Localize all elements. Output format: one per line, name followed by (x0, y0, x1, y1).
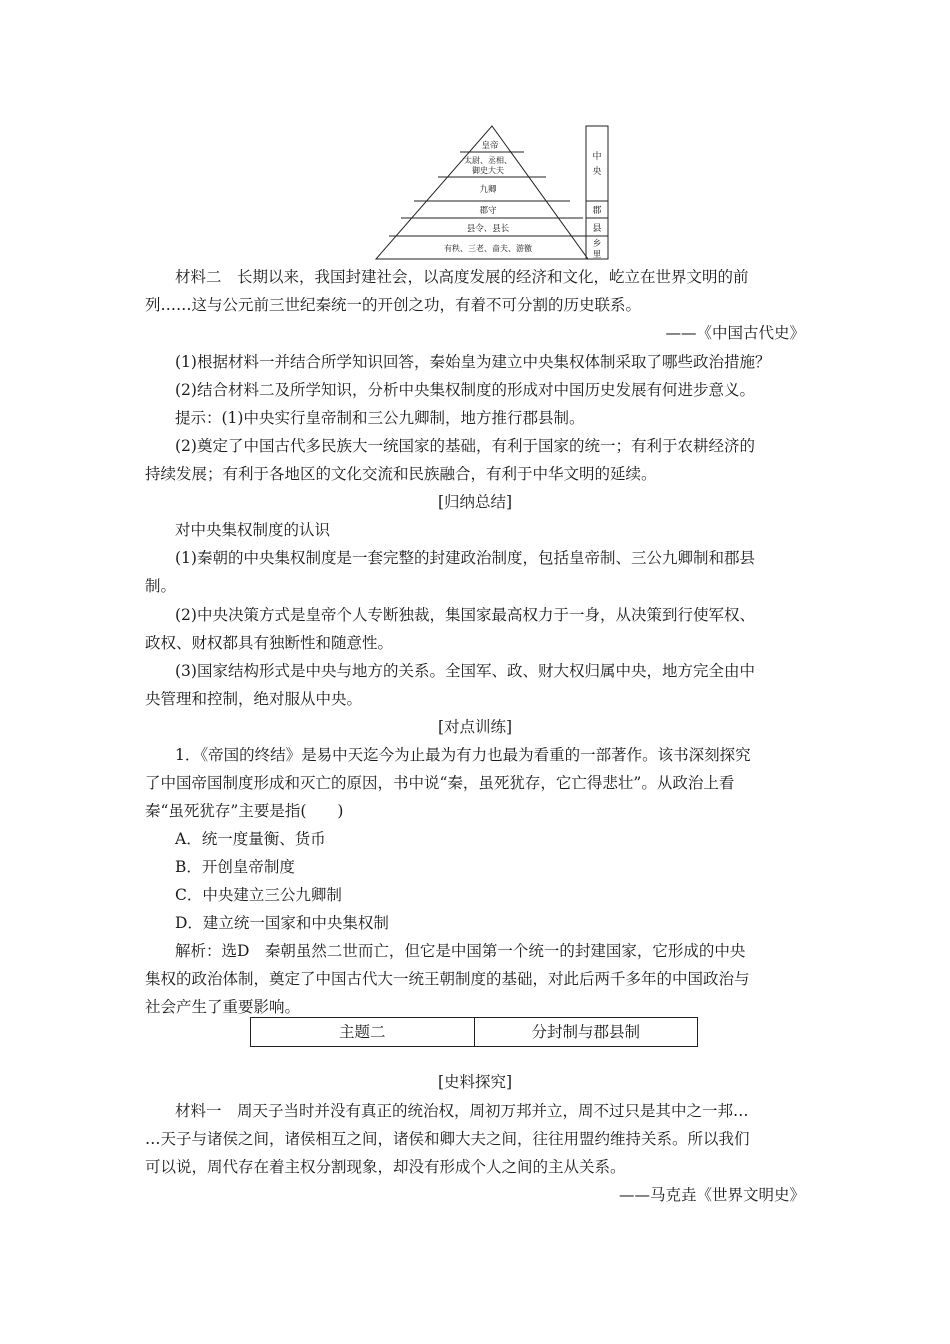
practice-question-line1: 1．《帝国的终结》是易中天迄今为止最为有力也最为看重的一部著作。该书深刻探究 (175, 746, 751, 764)
practice-question-line3: 秦“虽死犹存”主要是指( ) (145, 802, 344, 820)
side-label-xian: 县 (592, 224, 602, 234)
material-two-line1: 材料二 长期以来，我国封建社会，以高度发展的经济和文化，屹立在世界文明的前 (175, 268, 749, 286)
option-d: D．建立统一国家和中央集权制 (175, 914, 389, 932)
level-three-dukes-line1: 太尉、丞相、 (464, 156, 512, 165)
qin-government-pyramid-diagram (372, 124, 612, 262)
side-label-zhong: 中 (592, 152, 602, 162)
analysis-line1: 解析：选D 秦朝虽然二世而亡，但它是中国第一个统一的封建国家，它形成的中央 (175, 942, 746, 960)
side-label-jun: 郡 (592, 206, 602, 216)
material-one-line1: 材料一 周天子当时并没有真正的统治权，周初万邦并立，周不过只是其中之一邦… (175, 1102, 749, 1120)
level-emperor: 皇帝 (481, 141, 499, 151)
question-2: (2)结合材料二及所学知识，分析中央集权制度的形成对中国历史发展有何进步意义。 (175, 381, 755, 399)
option-a: A．统一度量衡、货币 (175, 830, 326, 848)
material-two-line2: 列……这与公元前三世纪秦统一的开创之功，有着不可分割的历史联系。 (145, 296, 642, 314)
hint-1: 提示：(1)中央实行皇帝制和三公九卿制，地方推行郡县制。 (175, 409, 585, 427)
summary-title: 对中央集权制度的认识 (175, 521, 331, 539)
level-county: 县令、县长 (466, 224, 510, 234)
hint-2-line2: 持续发展；有利于各地区的文化交流和民族融合，有利于中华文明的延续。 (145, 465, 657, 483)
level-commandery: 郡守 (479, 206, 497, 216)
practice-question-line2: 了中国帝国制度形成和灭亡的原因，书中说“秦，虽死犹存，它亡得悲壮”。从政治上看 (145, 774, 735, 792)
side-label-li: 里 (592, 250, 602, 260)
topic-title: 分封制与郡县制 (474, 1018, 698, 1046)
hint-2-line1: (2)奠定了中国古代多民族大一统国家的基础，有利于国家的统一；有利于农耕经济的 (175, 437, 755, 455)
summary-point-2-line2: 政权、财权都具有独断性和随意性。 (145, 634, 394, 652)
analysis-line2: 集权的政治体制，奠定了中国古代大一统王朝制度的基础，对此后两千多年的中国政治与 (145, 970, 750, 988)
section-practice-heading: [对点训练] (437, 718, 513, 736)
level-nine-ministers: 九卿 (479, 185, 497, 195)
analysis-line3: 社会产生了重要影响。 (145, 998, 301, 1016)
material-one-line2: …天子与诸侯之间，诸侯相互之间，诸侯和卿大夫之间，往往用盟约维持关系。所以我们 (145, 1130, 750, 1148)
material-one-line3: 可以说，周代存在着主权分割现象，却没有形成个人之间的主从关系。 (145, 1158, 626, 1176)
option-c: C．中央建立三公九卿制 (175, 886, 342, 904)
summary-point-2-line1: (2)中央决策方式是皇帝个人专断独裁，集国家最高权力于一身，从决策到行使军权、 (175, 606, 755, 624)
summary-point-3-line1: (3)国家结构形式是中央与地方的关系。全国军、政、财大权归属中央，地方完全由中 (175, 662, 755, 680)
question-1: (1)根据材料一并结合所学知识回答，秦始皇为建立中央集权体制采取了哪些政治措施？ (175, 353, 771, 371)
summary-point-1-line1: (1)秦朝的中央集权制度是一套完整的封建政治制度，包括皇帝制、三公九卿制和郡县 (175, 549, 755, 567)
summary-point-3-line2: 央管理和控制，绝对服从中央。 (145, 690, 363, 708)
level-township: 有秩、三老、啬夫、游徼 (444, 244, 532, 253)
level-three-dukes-line2: 御史大夫 (472, 166, 504, 175)
topic-table (250, 1017, 698, 1047)
material-one-source: ——马克垚《世界文明史》 (618, 1186, 805, 1204)
section-summary-heading: [归纳总结] (437, 493, 513, 511)
option-b: B．开创皇帝制度 (175, 858, 295, 876)
side-label-xiang: 乡 (592, 239, 602, 249)
topic-number: 主题二 (338, 1023, 386, 1041)
side-label-yang: 央 (592, 167, 602, 177)
summary-point-1-line2: 制。 (145, 577, 177, 595)
section-source-heading: [史料探究] (437, 1073, 513, 1091)
material-two-source: ——《中国古代史》 (665, 324, 805, 342)
